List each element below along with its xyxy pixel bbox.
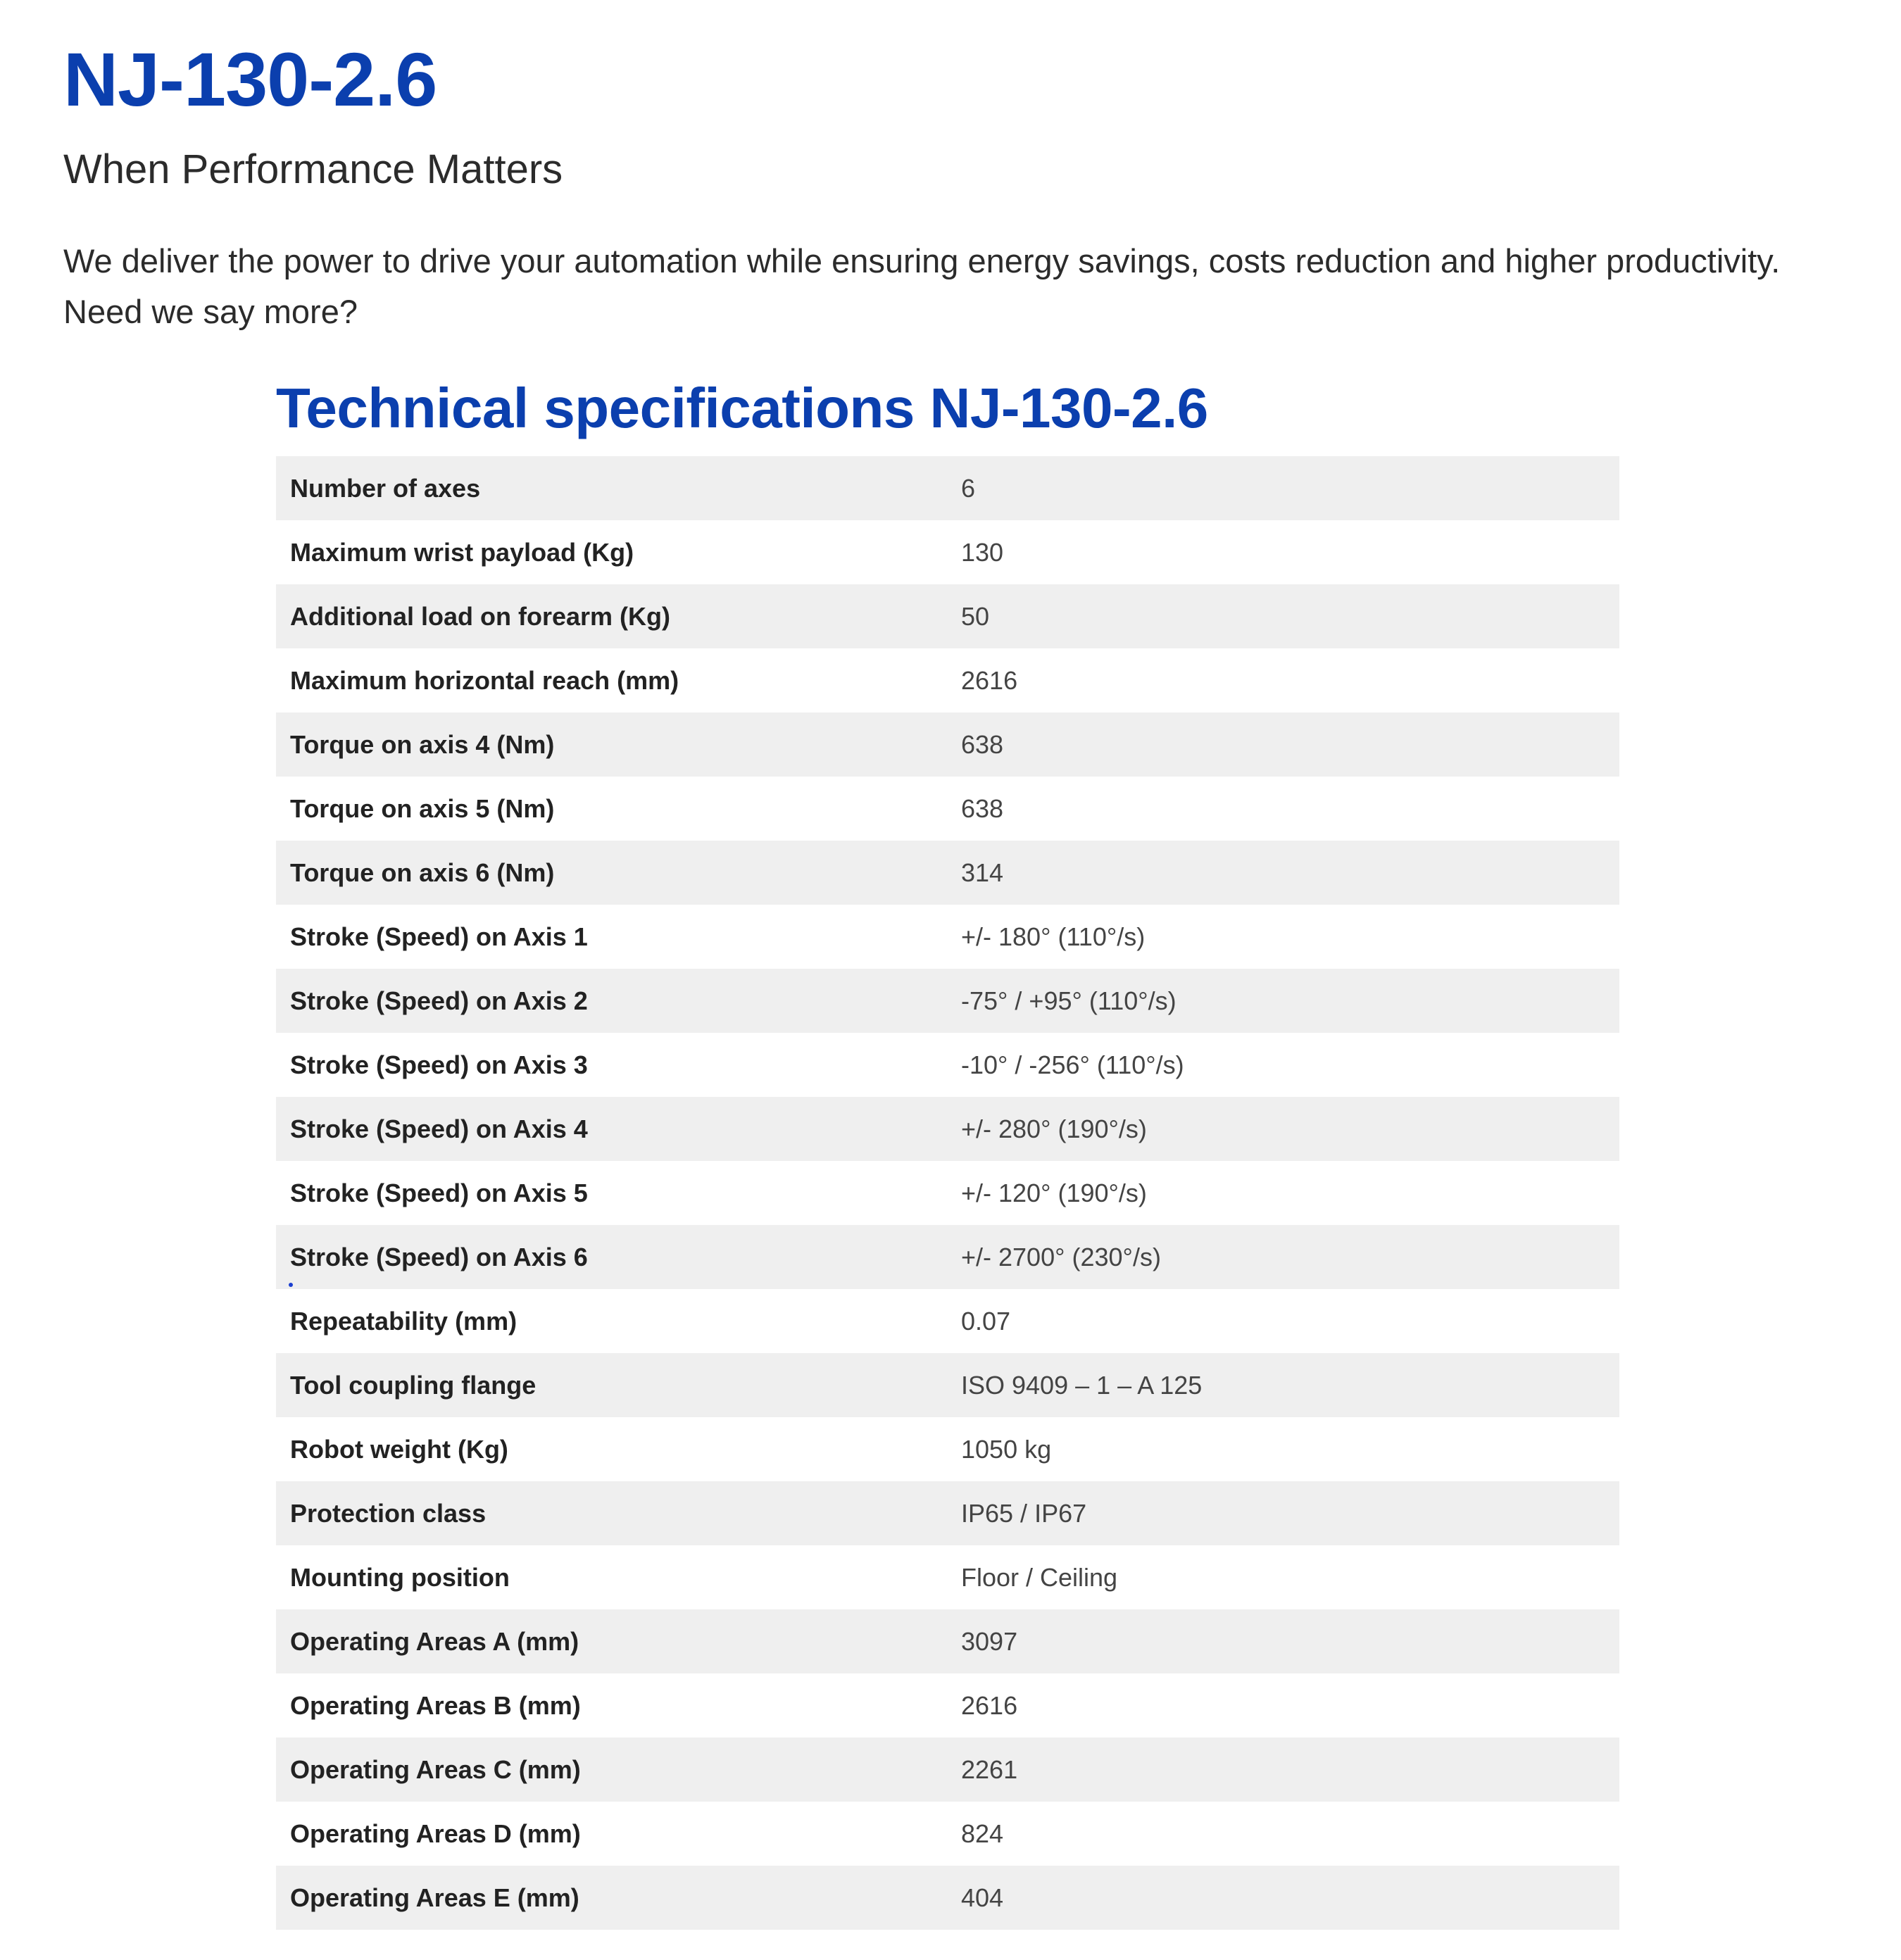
spec-value: 2616 — [961, 665, 1018, 695]
table-row — [276, 1802, 1619, 1866]
spec-label: Robot weight (Kg) — [290, 1434, 508, 1464]
table-row — [276, 520, 1619, 584]
spec-value: +/- 2700° (230°/s) — [961, 1242, 1161, 1271]
spec-value: ISO 9409 – 1 – A 125 — [961, 1370, 1203, 1400]
table-row — [276, 1545, 1619, 1609]
table-row — [276, 1609, 1619, 1673]
spec-label: Operating Areas A (mm) — [290, 1626, 579, 1656]
spec-value: 404 — [961, 1883, 1004, 1912]
spec-label: Additional load on forearm (Kg) — [290, 601, 670, 631]
table-row — [276, 1353, 1619, 1417]
product-subtitle: When Performance Matters — [63, 146, 563, 192]
table-row — [276, 456, 1619, 520]
spec-value: 638 — [961, 729, 1004, 759]
spec-value: -75° / +95° (110°/s) — [961, 986, 1177, 1015]
table-row — [276, 584, 1619, 648]
spec-value: 1050 kg — [961, 1434, 1052, 1464]
spec-label: Number of axes — [290, 473, 481, 503]
spec-value: 0.07 — [961, 1306, 1011, 1336]
spec-label: Maximum horizontal reach (mm) — [290, 665, 679, 695]
table-row — [276, 841, 1619, 905]
spec-value: 50 — [961, 601, 990, 631]
specs-table-body — [276, 456, 1619, 1930]
spec-label: Protection class — [290, 1498, 487, 1528]
intro-paragraph: We deliver the power to drive your automation while ensuring energy savings, costs reduction and higher productivity. Need we say more? — [63, 242, 1781, 330]
table-row — [276, 648, 1619, 712]
table-row — [276, 712, 1619, 777]
cursor-dot — [289, 1283, 293, 1287]
spec-label: Stroke (Speed) on Axis 2 — [290, 986, 588, 1015]
spec-value: +/- 120° (190°/s) — [961, 1178, 1147, 1207]
table-row — [276, 1161, 1619, 1225]
spec-value: 2616 — [961, 1690, 1018, 1720]
spec-value: 130 — [961, 537, 1004, 567]
table-row — [276, 1738, 1619, 1802]
spec-label: Repeatability (mm) — [290, 1306, 517, 1336]
spec-label: Stroke (Speed) on Axis 5 — [290, 1178, 588, 1207]
spec-label: Mounting position — [290, 1562, 510, 1592]
table-row — [276, 1481, 1619, 1545]
spec-value: 638 — [961, 793, 1004, 823]
spec-value: IP65 / IP67 — [961, 1498, 1087, 1528]
table-row — [276, 969, 1619, 1033]
table-row — [276, 1417, 1619, 1481]
spec-value: -10° / -256° (110°/s) — [961, 1050, 1184, 1079]
specs-heading: Technical specifications NJ-130-2.6 — [276, 377, 1208, 439]
spec-value: 6 — [961, 473, 976, 503]
table-row — [276, 1225, 1619, 1289]
spec-label: Tool coupling flange — [290, 1370, 537, 1400]
spec-label: Operating Areas D (mm) — [290, 1818, 581, 1848]
spec-label: Maximum wrist payload (Kg) — [290, 537, 634, 567]
spec-value: Floor / Ceiling — [961, 1562, 1118, 1592]
table-row — [276, 1289, 1619, 1353]
table-row — [276, 1097, 1619, 1161]
spec-label: Operating Areas E (mm) — [290, 1883, 579, 1912]
spec-value: 3097 — [961, 1626, 1018, 1656]
specs-table — [276, 456, 1619, 1930]
table-row — [276, 1673, 1619, 1738]
table-row — [276, 1866, 1619, 1930]
spec-label: Operating Areas B (mm) — [290, 1690, 581, 1720]
spec-label: Torque on axis 6 (Nm) — [290, 857, 555, 887]
spec-label: Operating Areas C (mm) — [290, 1754, 581, 1784]
spec-value: +/- 280° (190°/s) — [961, 1114, 1147, 1143]
table-row — [276, 905, 1619, 969]
spec-label: Stroke (Speed) on Axis 4 — [290, 1114, 588, 1143]
spec-value: 2261 — [961, 1754, 1018, 1784]
spec-label: Torque on axis 5 (Nm) — [290, 793, 555, 823]
spec-label: Stroke (Speed) on Axis 1 — [290, 922, 588, 951]
spec-value: +/- 180° (110°/s) — [961, 922, 1146, 951]
product-title: NJ-130-2.6 — [63, 37, 437, 122]
spec-label: Stroke (Speed) on Axis 3 — [290, 1050, 588, 1079]
table-row — [276, 1033, 1619, 1097]
spec-value: 824 — [961, 1818, 1004, 1848]
spec-value: 314 — [961, 857, 1004, 887]
table-row — [276, 777, 1619, 841]
spec-label: Torque on axis 4 (Nm) — [290, 729, 555, 759]
spec-label: Stroke (Speed) on Axis 6 — [290, 1242, 588, 1271]
